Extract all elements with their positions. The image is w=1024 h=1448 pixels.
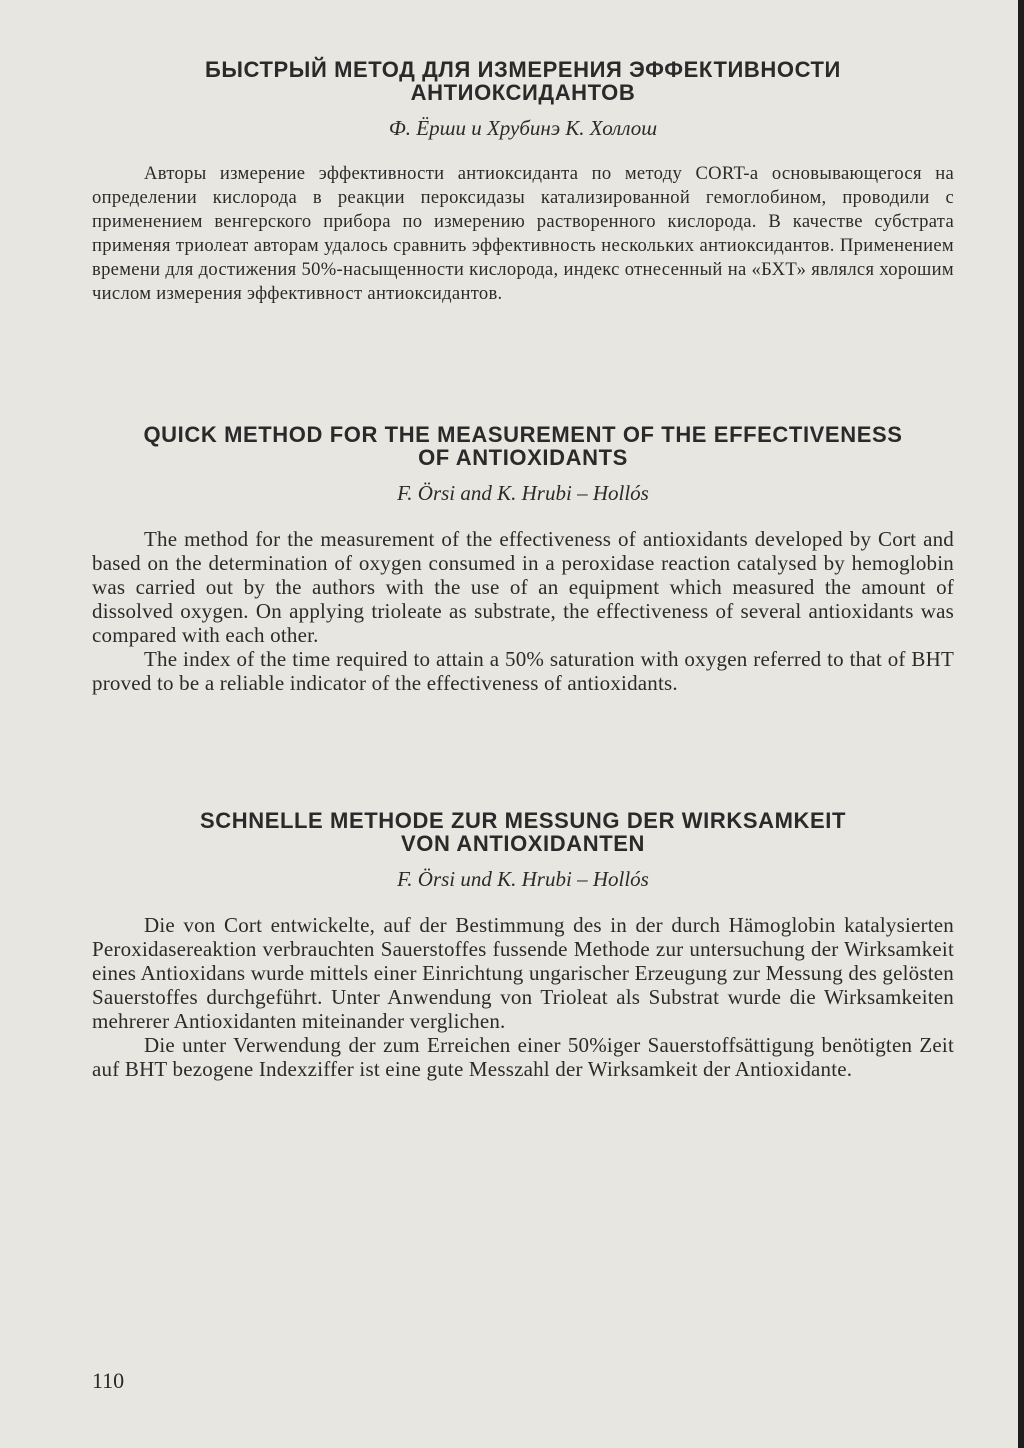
abstract-paragraph: The method for the measurement of the effectiveness of antioxidants developed by Cort and based on the determination of oxygen consumed in a peroxidase reaction catalysed by hemoglobin was carried out by the authors with the use of an equipment which measured the amount of dissolved oxygen. On applying trioleate as substrate, the effectiveness of several antioxidants was compared with each other. <box>92 527 954 647</box>
abstract-section-german <box>92 809 954 1081</box>
abstract-body <box>92 162 954 306</box>
page-number: 110 <box>92 1368 125 1393</box>
title-line-2: АНТИОКСИДАНТОВ <box>410 80 636 105</box>
section-title <box>92 423 954 469</box>
abstract-section-russian <box>92 58 954 306</box>
title-line-2: OF ANTIOXIDANTS <box>418 445 628 470</box>
abstract-paragraph: The index of the time required to attain a 50% saturation with oxygen referred to that of BHT proved to be a reliable indicator of the effectiveness of antioxidants. <box>92 647 954 695</box>
abstract-body <box>92 913 954 1081</box>
authors: Ф. Ёрши и Хрубинэ К. Холлош <box>388 116 658 140</box>
title-line-2: VON ANTIOXIDANTEN <box>400 831 646 856</box>
abstract-section-english <box>92 423 954 695</box>
authors: F. Örsi und K. Hrubi – Hollós <box>397 867 649 891</box>
abstract-body <box>92 527 954 695</box>
title-line-1: БЫСТРЫЙ МЕТОД ДЛЯ ИЗМЕРЕНИЯ ЭФФЕКТИВНОСТИ <box>205 57 841 82</box>
abstract-paragraph: Die unter Verwendung der zum Erreichen einer 50%iger Sauerstoffsättigung benötigten Zeit auf BHT bezogene Indexziffer ist eine gute Messzahl der Wirksamkeit der Antioxidante. <box>92 1033 954 1081</box>
title-line-1: SCHNELLE METHODE ZUR MESSUNG DER WIRKSAMKEIT <box>199 808 847 833</box>
abstract-paragraph: Die von Cort entwickelte, auf der Bestimmung des in der durch Hämoglobin katalysierten Peroxidasereaktion verbrauchten Sauerstoffes fussende Methode zur untersuchung der Wirksamkeit eines Antioxidans wurde mittels einer Einrichtung ungarischer Erzeugung zur Messung des gelösten Sauerstoffes durchgeführt. Unter Anwendung von Trioleat als Substrat wurde die Wirksamkeiten mehrerer Antioxidanten miteinander verglichen. <box>92 913 954 1033</box>
authors: F. Örsi and K. Hrubi – Hollós <box>397 481 649 505</box>
title-line-1: QUICK METHOD FOR THE MEASUREMENT OF THE EFFECTIVENESS <box>143 422 903 447</box>
section-title <box>92 809 954 855</box>
abstract-paragraph: Авторы измерение эффективности антиоксиданта по методу CORT-а основывающегося на определении кислорода в реакции пероксидазы катализированной гемоглобином, проводили с применением венгерского прибора по измерению растворенного кислорода. В качестве субстрата применяя триолеат авторам удалось сравнить эффективность нескольких антиоксидантов. Применением времени для достижения 50%-насыщенности кислорода, индекс отнесенный на «БХТ» являлся хорошим числом измерения эффективност антиоксидантов. <box>92 163 954 304</box>
section-title <box>92 58 954 104</box>
